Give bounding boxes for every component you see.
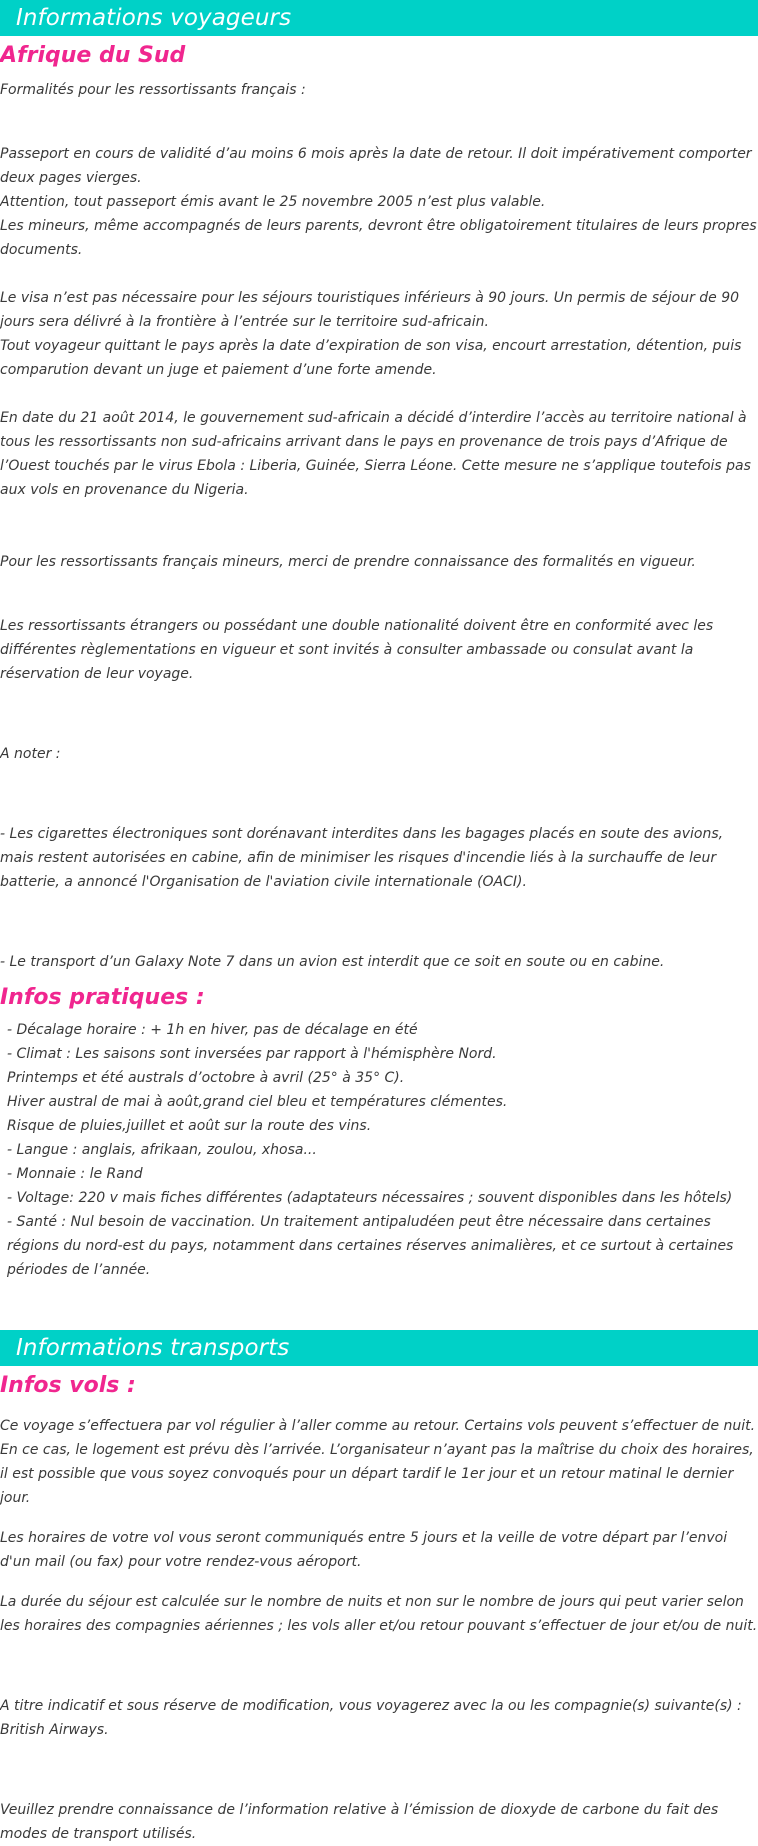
visa-info: Le visa n’est pas nécessaire pour les séjours touristiques inférieurs à 90 jours. Un permis de séjour de 90 jours sera délivré à la frontière à l’entrée sur le territoire sud-africain. [0,290,740,330]
pratiques-line: Risque de pluies,juillet et août sur la route des vins. [7,1118,372,1134]
pratiques-line: - Climat : Les saisons sont inversées par rapport à l'hémisphère Nord. [7,1046,497,1062]
vols-duration: La durée du séjour est calculée sur le nombre de nuits et non sur le nombre de jours qui peut varier selon les horaires des compagnies aériennes ; les vols aller et/ou retour pouvant s’effectuer de jour et/ou de nuit. [0,1594,758,1634]
vols-airline: A titre indicatif et sous réserve de modification, vous voyagerez avec la ou les compagnie(s) suivante(s) : British Airways. [0,1698,742,1738]
country-heading: Afrique du Sud [0,43,186,68]
vols-heading: Infos vols : [0,1373,136,1398]
vols-schedule: Les horaires de votre vol vous seront communiqués entre 5 jours et la veille de votre départ par l’envoi d'un mail (ou fax) pour votre rendez-vous aéroport. [0,1530,728,1570]
pratiques-line: - Santé : Nul besoin de vaccination. Un traitement antipaludéen peut être nécessaire dans certaines régions du nord-est du pays, notamment dans certaines réserves animalières, et ce surtout à certaines périodes de l’année. [7,1214,734,1278]
note-label: A noter : [0,746,61,762]
transports-band [0,1330,758,1366]
note-galaxy: - Le transport d’un Galaxy Note 7 dans un avion est interdit que ce soit en soute ou en cabine. [0,954,665,970]
pratiques-line: - Voltage: 220 v mais fiches différentes (adaptateurs nécessaires ; souvent disponibles dans les hôtels) [7,1190,733,1206]
transports-band-title: Informations transports [16,1335,290,1361]
voyageurs-band [0,0,758,36]
note-ecigarettes: - Les cigarettes électroniques sont dorénavant interdites dans les bagages placés en soute des avions, mais restent autorisées en cabine, afin de minimiser les risques d'incendie liés à la surchauffe de leur batterie, a annoncé l'Organisation de l'aviation civile internationale (OACI). [0,826,724,890]
formalites-label: Formalités pour les ressortissants français : [0,82,306,98]
ebola-notice: En date du 21 août 2014, le gouvernement sud-africain a décidé d’interdire l’accès au territoire national à tous les ressortissants non sud-africains arrivant dans le pays en provenance de trois pays d’Afrique de l’Ouest touchés par le virus Ebola : Liberia, Guinée, Sierra Léone. Cette mesure ne s’applique toutefois pas aux vols en provenance du Nigeria. [0,410,751,498]
transports-content [0,1414,758,1846]
pratiques-heading: Infos pratiques : [0,985,205,1010]
pratiques-line: - Décalage horaire : + 1h en hiver, pas de décalage en été [7,1022,418,1038]
visa-expiry-warning: Tout voyageur quittant le pays après la date d’expiration de son visa, encourt arrestation, détention, puis comparution devant un juge et paiement d’une forte amende. [0,338,742,378]
pratiques-content [0,1018,758,1282]
passport-warning: Attention, tout passeport émis avant le 25 novembre 2005 n’est plus valable. [0,194,546,210]
pratiques-line: Printemps et été australs d’octobre à avril (25° à 35° C). [7,1070,405,1086]
voyageurs-band-title: Informations voyageurs [16,5,292,31]
pratiques-line: - Langue : anglais, afrikaan, zoulou, xhosa... [7,1142,317,1158]
vols-co2-notice: Veuillez prendre connaissance de l’information relative à l’émission de dioxyde de carbone du fait des modes de transport utilisés. [0,1802,719,1842]
vols-regular-flight: Ce voyage s’effectuera par vol régulier à l’aller comme au retour. Certains vols peuvent s’effectuer de nuit. En ce cas, le logement est prévu dès l’arrivée. L’organisateur n’ayant pas la maîtrise du choix des horaires, il est possible que vous soyez convoqués pour un départ tardif le 1er jour et un retour matinal le dernier jour. [0,1418,756,1506]
passport-validity: Passeport en cours de validité d’au moins 6 mois après la date de retour. Il doit impérativement comporter deux pages vierges. [0,146,752,186]
voyageurs-content [0,78,758,974]
pratiques-line: - Monnaie : le Rand [7,1166,143,1182]
foreign-nationals-notice: Les ressortissants étrangers ou possédant une double nationalité doivent être en conformité avec les différentes règlementations en vigueur et sont invités à consulter ambassade ou consulat avant la réservation de leur voyage. [0,618,714,682]
minors-formalities: Pour les ressortissants français mineurs, merci de prendre connaissance des formalités en vigueur. [0,554,696,570]
minors-documents: Les mineurs, même accompagnés de leurs parents, devront être obligatoirement titulaires de leurs propres documents. [0,218,757,258]
pratiques-line: Hiver austral de mai à août,grand ciel bleu et températures clémentes. [7,1094,508,1110]
